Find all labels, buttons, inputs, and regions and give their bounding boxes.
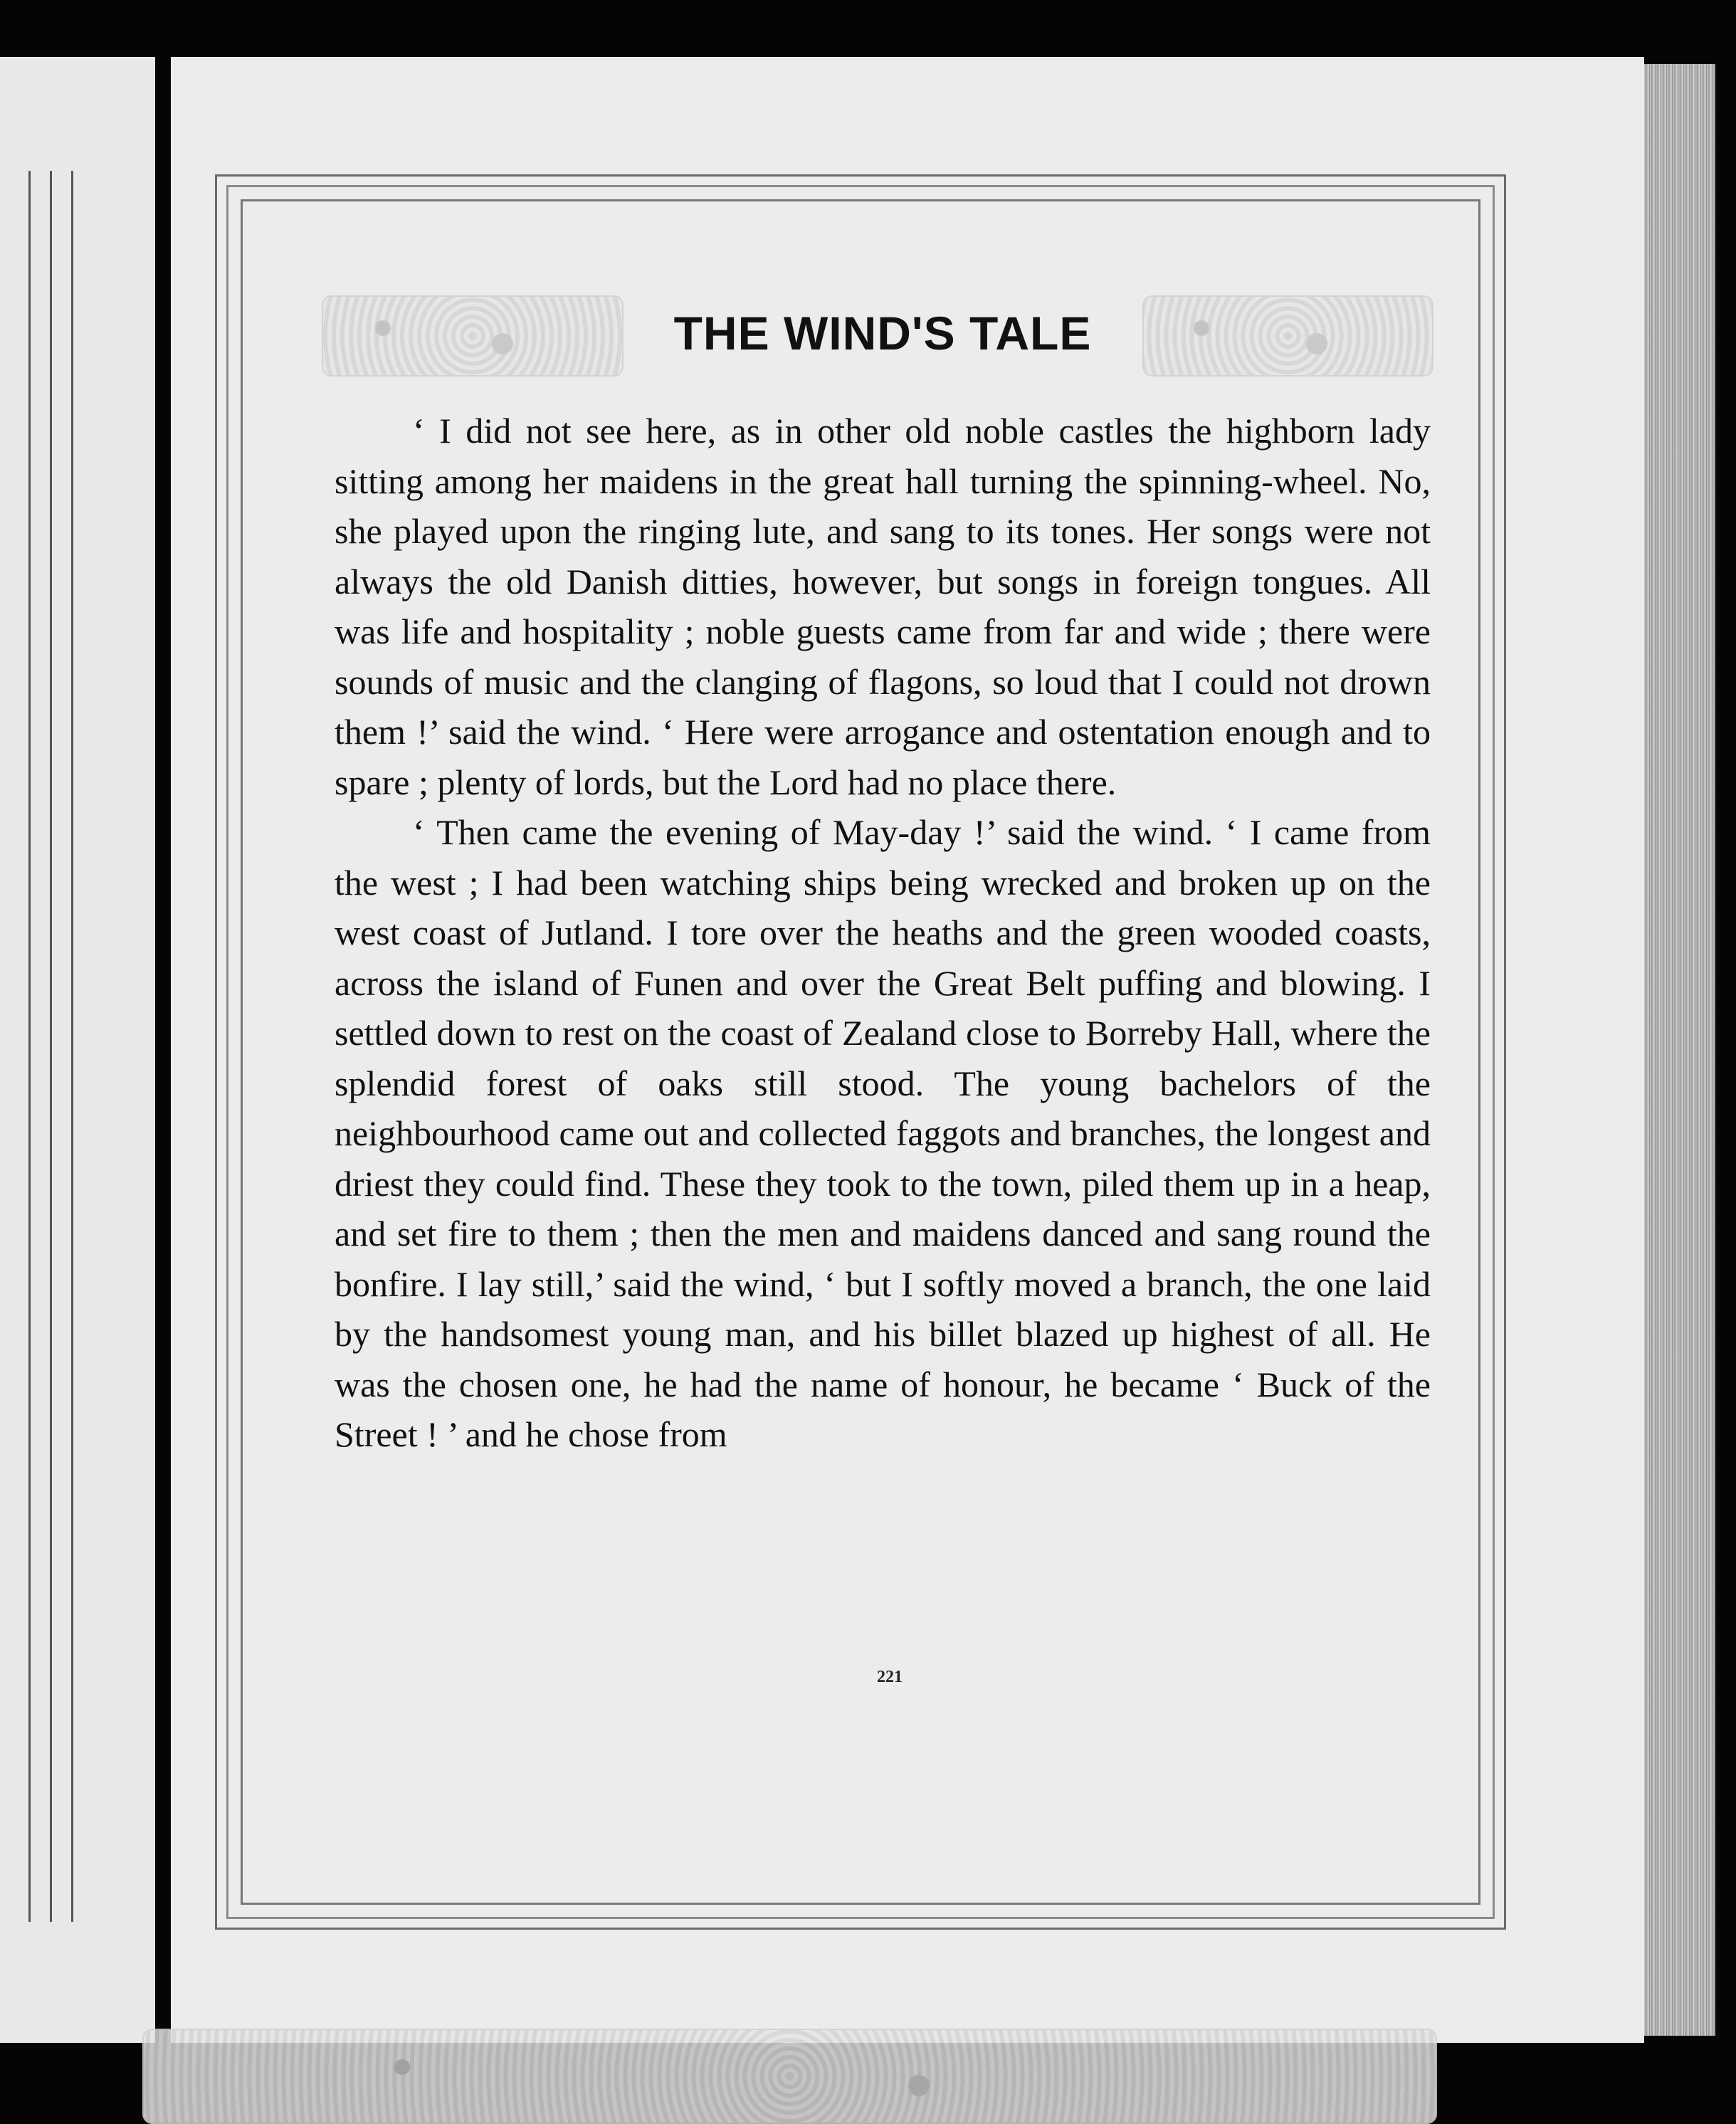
chapter-title: THE WIND'S TALE [673,307,1092,359]
page-number: 221 [877,1668,903,1686]
header-ornament-left [322,295,624,377]
header-ornament-right [1142,295,1433,377]
paragraph: ‘ Then came the evening of May-day !’ said the wind. ‘ I came from the west ; I had been watching ships being wrecked and broken up on the west coast of Jutland. I tore over the heaths and the green wooded coasts, across the island of Funen and over the Great Belt puffing and blowing. I settled down to rest on the coast of Zealand close to Borreby Hall, where the splendid forest of oaks still stood. The young bachelors of the neighbourhood came out and collected faggots and branches, the longest and driest they could find. These they took to the town, piled them up in a heap, and set fire to them ; then the men and maidens danced and sang round the bonfire. I lay still,’ said the wind, ‘ but I softly moved a branch, the one laid by the handsomest young man, and his billet blazed up highest of all. He was the chosen one, he had the name of honour, he became ‘ Buck of the Street ! ’ and he chose from [335,812,1431,1454]
facing-page-rule [50,171,52,1922]
book-spine [155,43,171,2056]
page-stack-edge [1644,64,1715,2036]
facing-page-rule [71,171,73,1922]
facing-page-edge [0,57,155,2043]
footer-ornament [142,2029,1437,2124]
facing-page-rule [28,171,31,1922]
book-page [171,57,1644,2043]
paragraph: ‘ I did not see here, as in other old noble castles the highborn lady sitting among her maidens in the great hall turning the spinning-wheel. No, she played upon the ringing lute, and sang to its tones. Her songs were not always the old Danish ditties, however, but songs in foreign tongues. All was life and hospitality ; noble guests came from far and wide ; there were sounds of music and the clanging of flagons, so loud that I could not drown them !’ said the wind. ‘ Here were arrogance and ostentation enough and to spare ; plenty of lords, but the Lord had no place there. [335,411,1431,802]
body-text [335,406,1431,1460]
